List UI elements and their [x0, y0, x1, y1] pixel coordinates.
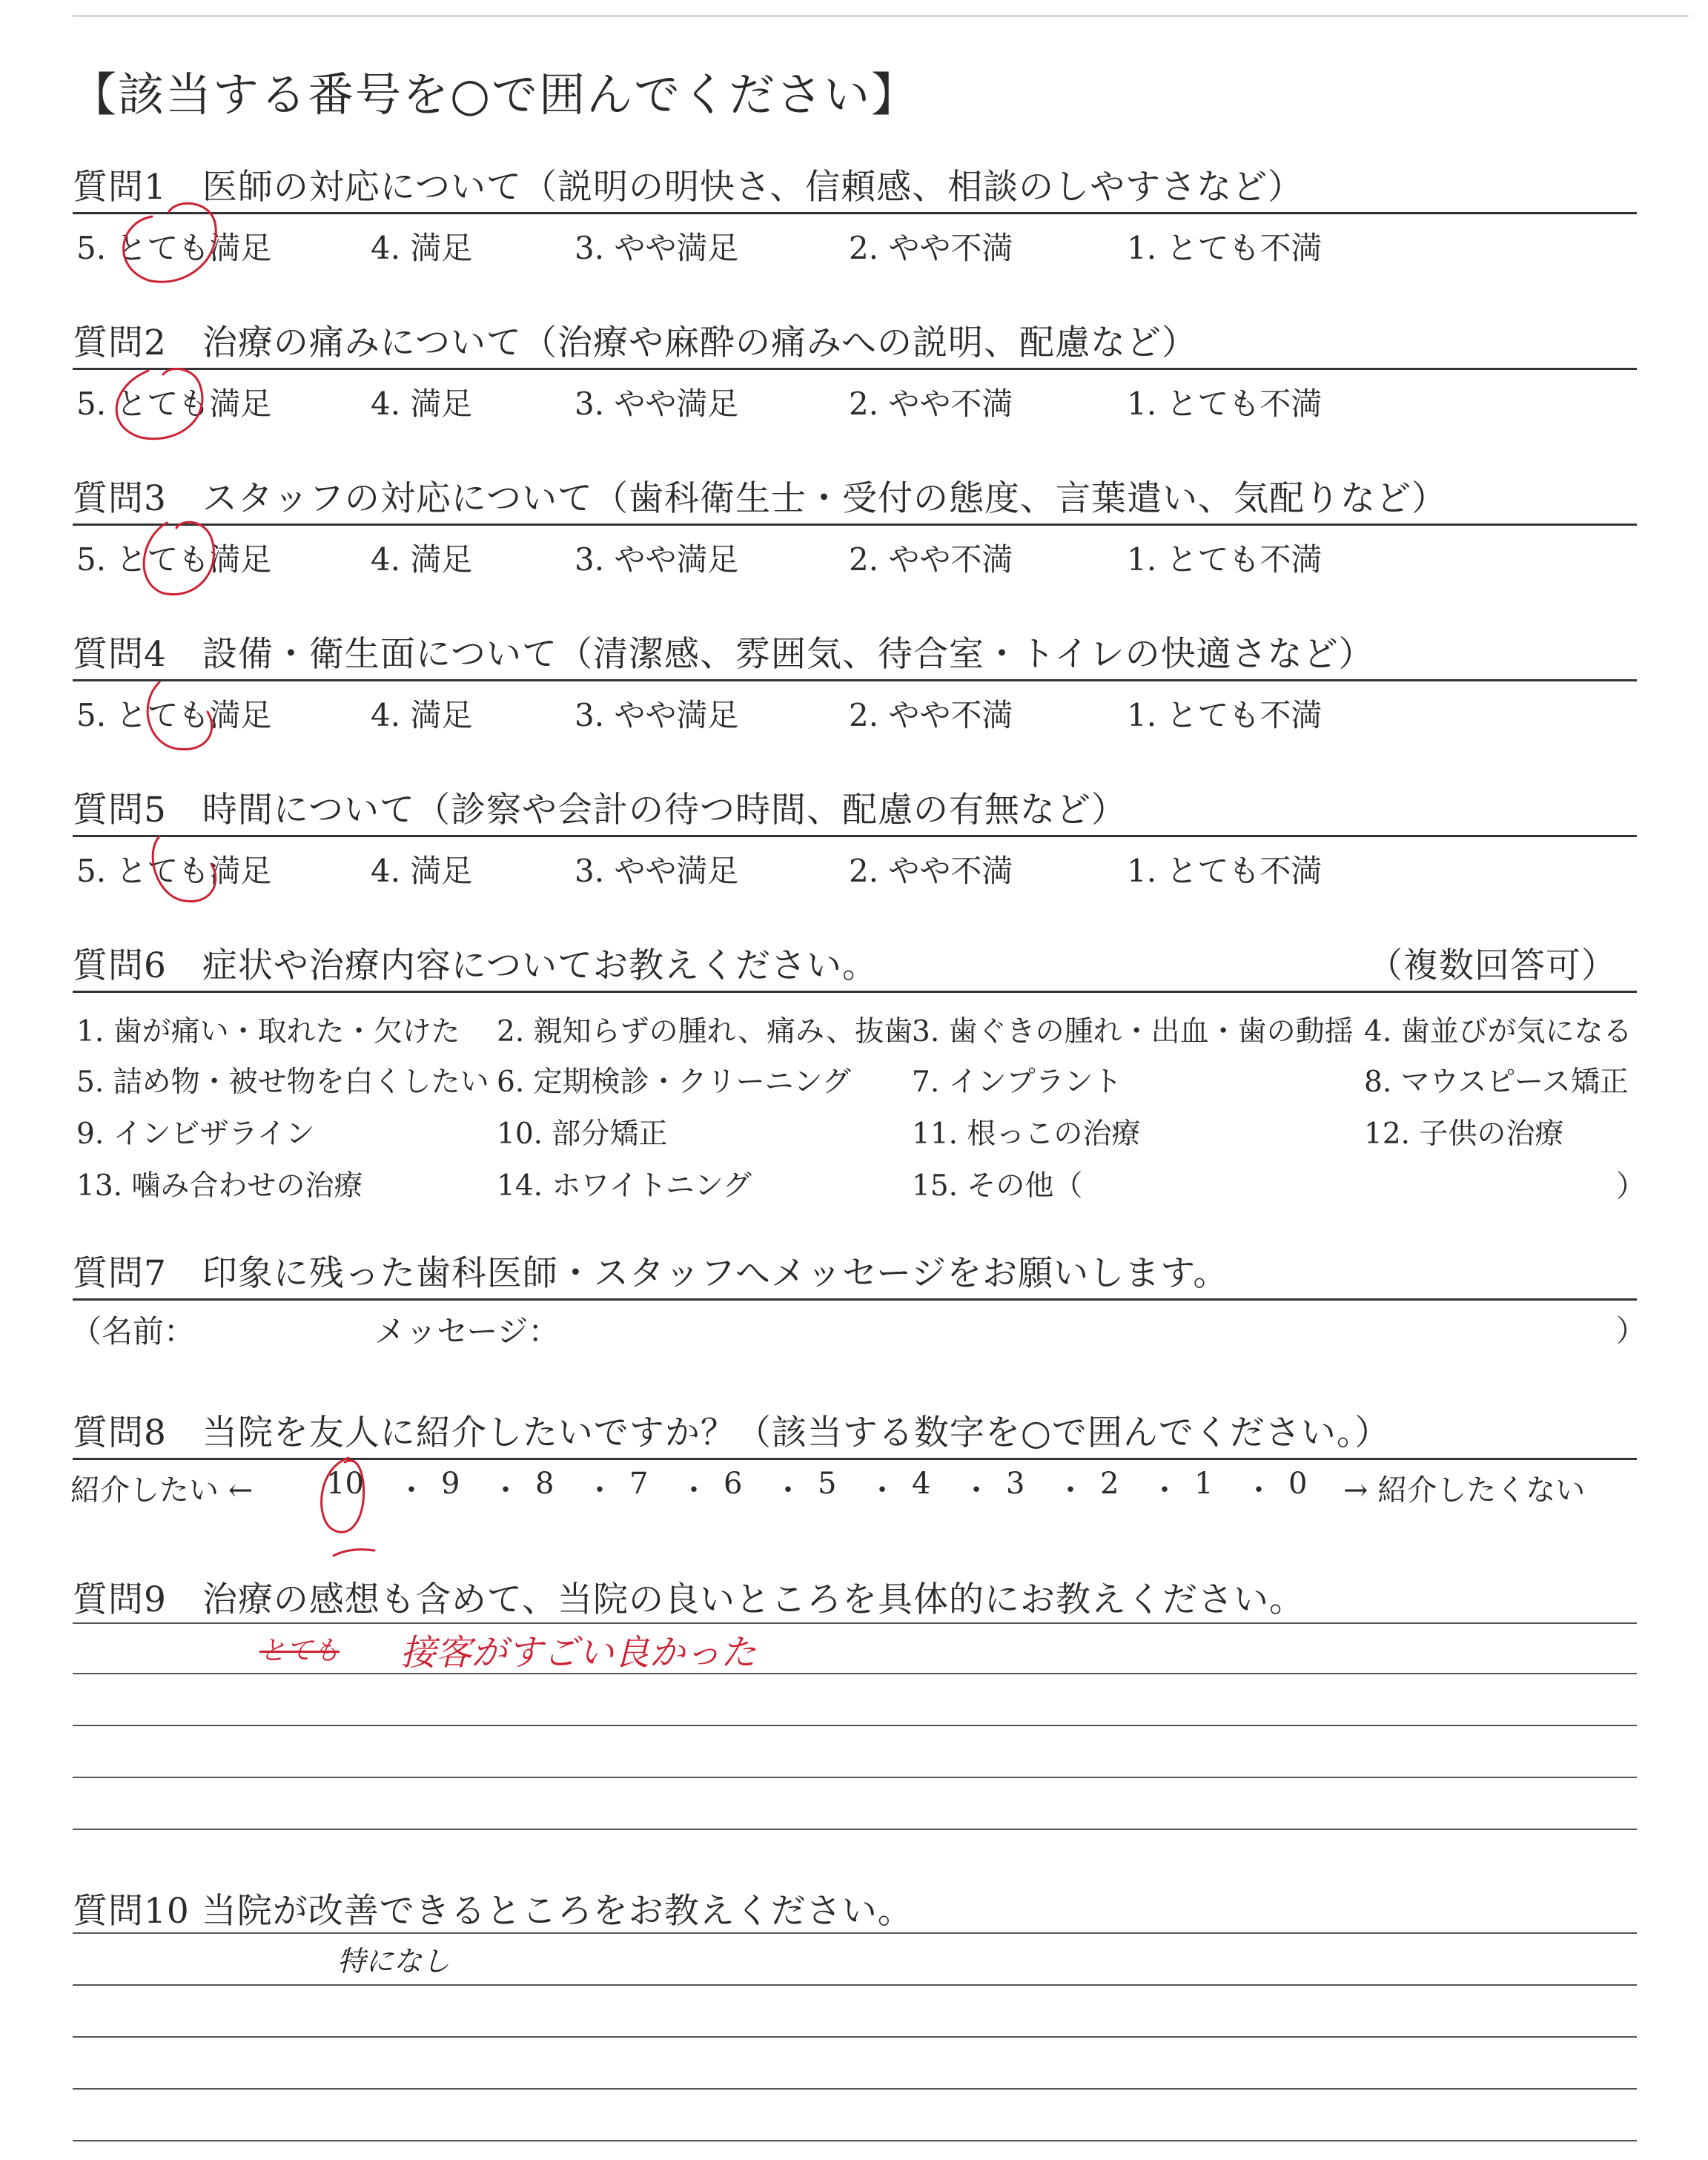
q8-separator: ・ [1244, 1473, 1274, 1507]
q1-option-5[interactable]: 5. とても満足 [76, 230, 272, 266]
question-5-rule [73, 835, 1637, 837]
q8-score-0[interactable]: 0 [1288, 1467, 1308, 1501]
q2-option-5[interactable]: 5. とても満足 [76, 386, 272, 422]
q8-score-2[interactable]: 2 [1100, 1467, 1119, 1501]
q10-handwritten-answer[interactable]: 特になし [337, 1945, 451, 1978]
q5-option-4[interactable]: 4. 満足 [371, 853, 473, 889]
question-3-title: 質問3 スタッフの対応について（歯科衛生士・受付の態度、言葉遣い、気配りなど） [73, 478, 1447, 519]
q8-separator: ・ [961, 1473, 991, 1507]
q3-option-3[interactable]: 3. やや満足 [575, 541, 739, 578]
q1-option-1[interactable]: 1. とても不満 [1127, 230, 1323, 266]
q4-option-4[interactable]: 4. 満足 [371, 697, 473, 733]
q6-option-7[interactable]: 7. インプラント [912, 1066, 1122, 1099]
q9-handwritten-answer[interactable]: 接客がすごい良かった [400, 1632, 757, 1674]
q9-line [73, 1673, 1637, 1674]
question-6-rule [73, 991, 1637, 993]
q6-other-close-paren: ） [1616, 1169, 1646, 1203]
q3-option-1[interactable]: 1. とても不満 [1127, 541, 1323, 578]
question-7-rule [73, 1298, 1637, 1301]
q3-option-4[interactable]: 4. 満足 [371, 541, 473, 578]
question-10-title: 質問10 当院が改善できるところをお教えください。 [73, 1891, 913, 1932]
q2-option-1[interactable]: 1. とても不満 [1127, 386, 1323, 422]
q8-separator: ・ [397, 1473, 426, 1507]
q6-option-10[interactable]: 10. 部分矯正 [497, 1117, 668, 1151]
question-5-title: 質問5 時間について（診察や会計の待つ時間、配慮の有無など） [73, 790, 1127, 830]
question-4-rule [73, 679, 1637, 681]
q9-line [73, 1622, 1637, 1624]
q1-option-3[interactable]: 3. やや満足 [575, 230, 739, 266]
q8-right-label: → 紹介したくない [1343, 1473, 1586, 1507]
q8-score-3[interactable]: 3 [1006, 1467, 1025, 1501]
q7-message-label: メッセージ： [374, 1313, 560, 1350]
q10-line [73, 1984, 1637, 1986]
q8-score-8[interactable]: 8 [535, 1467, 555, 1501]
q5-option-1[interactable]: 1. とても不満 [1127, 853, 1323, 889]
q9-line [73, 1829, 1637, 1830]
q6-option-13[interactable]: 13. 噛み合わせの治療 [76, 1169, 363, 1203]
q10-line [73, 2140, 1637, 2141]
q10-line [73, 1932, 1637, 1934]
instruction-title: 【該当する番号を○で囲んでください】 [70, 67, 919, 122]
q8-separator: ・ [679, 1473, 709, 1507]
q8-separator: ・ [491, 1473, 520, 1507]
q8-separator: ・ [1150, 1473, 1179, 1507]
question-8-title: 質問8 当院を友人に紹介したいですか？（該当する数字を○で囲んでください。） [73, 1413, 1391, 1453]
q5-option-3[interactable]: 3. やや満足 [575, 853, 739, 889]
q3-option-5[interactable]: 5. とても満足 [76, 541, 272, 578]
q8-score-4[interactable]: 4 [912, 1467, 931, 1501]
q6-option-8[interactable]: 8. マウスピース矯正 [1364, 1066, 1629, 1099]
q6-option-5[interactable]: 5. 詰め物・被せ物を白くしたい [76, 1066, 489, 1099]
q7-close-paren: ） [1616, 1314, 1646, 1348]
q6-option-2[interactable]: 2. 親知らずの腫れ、痛み、抜歯 [497, 1015, 913, 1048]
q10-line [73, 2036, 1637, 2038]
q6-option-1[interactable]: 1. 歯が痛い・取れた・欠けた [76, 1015, 460, 1048]
q8-score-9[interactable]: 9 [441, 1467, 460, 1501]
q5-option-2[interactable]: 2. やや不満 [849, 853, 1013, 889]
q1-option-4[interactable]: 4. 満足 [371, 230, 473, 266]
q2-option-3[interactable]: 3. やや満足 [575, 386, 739, 422]
q9-struck-word: とても [259, 1636, 340, 1666]
q6-option-11[interactable]: 11. 根っこの治療 [912, 1117, 1141, 1151]
q6-option-14[interactable]: 14. ホワイトニング [497, 1169, 752, 1203]
question-7-title: 質問7 印象に残った歯科医師・スタッフへメッセージをお願いします。 [73, 1253, 1229, 1294]
q8-separator: ・ [773, 1473, 803, 1507]
question-2-title: 質問2 治療の痛みについて（治療や麻酔の痛みへの説明、配慮など） [73, 323, 1198, 363]
q6-option-15[interactable]: 15. その他（ [912, 1169, 1083, 1203]
q6-option-6[interactable]: 6. 定期検診・クリーニング [497, 1066, 851, 1099]
q8-left-label: 紹介したい ← [70, 1473, 254, 1507]
q5-option-5[interactable]: 5. とても満足 [76, 853, 272, 889]
q2-option-4[interactable]: 4. 満足 [371, 386, 473, 422]
q8-answer-tick [334, 1550, 374, 1556]
question-1-title: 質問1 医師の対応について（説明の明快さ、信頼感、相談のしやすさなど） [73, 167, 1304, 208]
q8-separator: ・ [867, 1473, 897, 1507]
q4-option-1[interactable]: 1. とても不満 [1127, 697, 1323, 733]
q6-option-3[interactable]: 3. 歯ぐきの腫れ・出血・歯の動揺 [912, 1015, 1354, 1048]
q8-score-10[interactable]: 10 [326, 1467, 364, 1501]
q10-line [73, 2088, 1637, 2090]
q8-separator: ・ [585, 1473, 615, 1507]
q4-option-5[interactable]: 5. とても満足 [76, 697, 272, 733]
question-2-rule [73, 368, 1637, 370]
q8-score-1[interactable]: 1 [1194, 1467, 1214, 1501]
q9-line [73, 1725, 1637, 1726]
q8-separator: ・ [1056, 1473, 1085, 1507]
question-1-rule [73, 212, 1637, 214]
question-4-title: 質問4 設備・衛生面について（清潔感、雰囲気、待合室・トイレの快適さなど） [73, 634, 1374, 675]
q4-option-2[interactable]: 2. やや不満 [849, 697, 1013, 733]
top-border [73, 15, 1689, 17]
q8-score-5[interactable]: 5 [818, 1467, 837, 1501]
q6-option-12[interactable]: 12. 子供の治療 [1364, 1117, 1564, 1151]
q1-option-2[interactable]: 2. やや不満 [849, 230, 1013, 266]
question-6-note: （複数回答可） [1368, 945, 1617, 986]
q2-option-2[interactable]: 2. やや不満 [849, 386, 1013, 422]
q4-option-3[interactable]: 3. やや満足 [575, 697, 739, 733]
q7-name-label: （名前： [70, 1313, 196, 1350]
question-3-rule [73, 524, 1637, 526]
q8-score-6[interactable]: 6 [724, 1467, 743, 1501]
question-8-rule [73, 1458, 1637, 1460]
q3-option-2[interactable]: 2. やや不満 [849, 541, 1013, 578]
q9-line [73, 1777, 1637, 1778]
q8-score-7[interactable]: 7 [629, 1467, 649, 1501]
q6-option-4[interactable]: 4. 歯並びが気になる [1364, 1015, 1632, 1048]
question-6-title: 質問6 症状や治療内容についてお教えください。 [73, 945, 878, 986]
q6-option-9[interactable]: 9. インビザライン [76, 1117, 315, 1151]
question-9-title: 質問9 治療の感想も含めて、当院の良いところを具体的にお教えください。 [73, 1579, 1305, 1620]
